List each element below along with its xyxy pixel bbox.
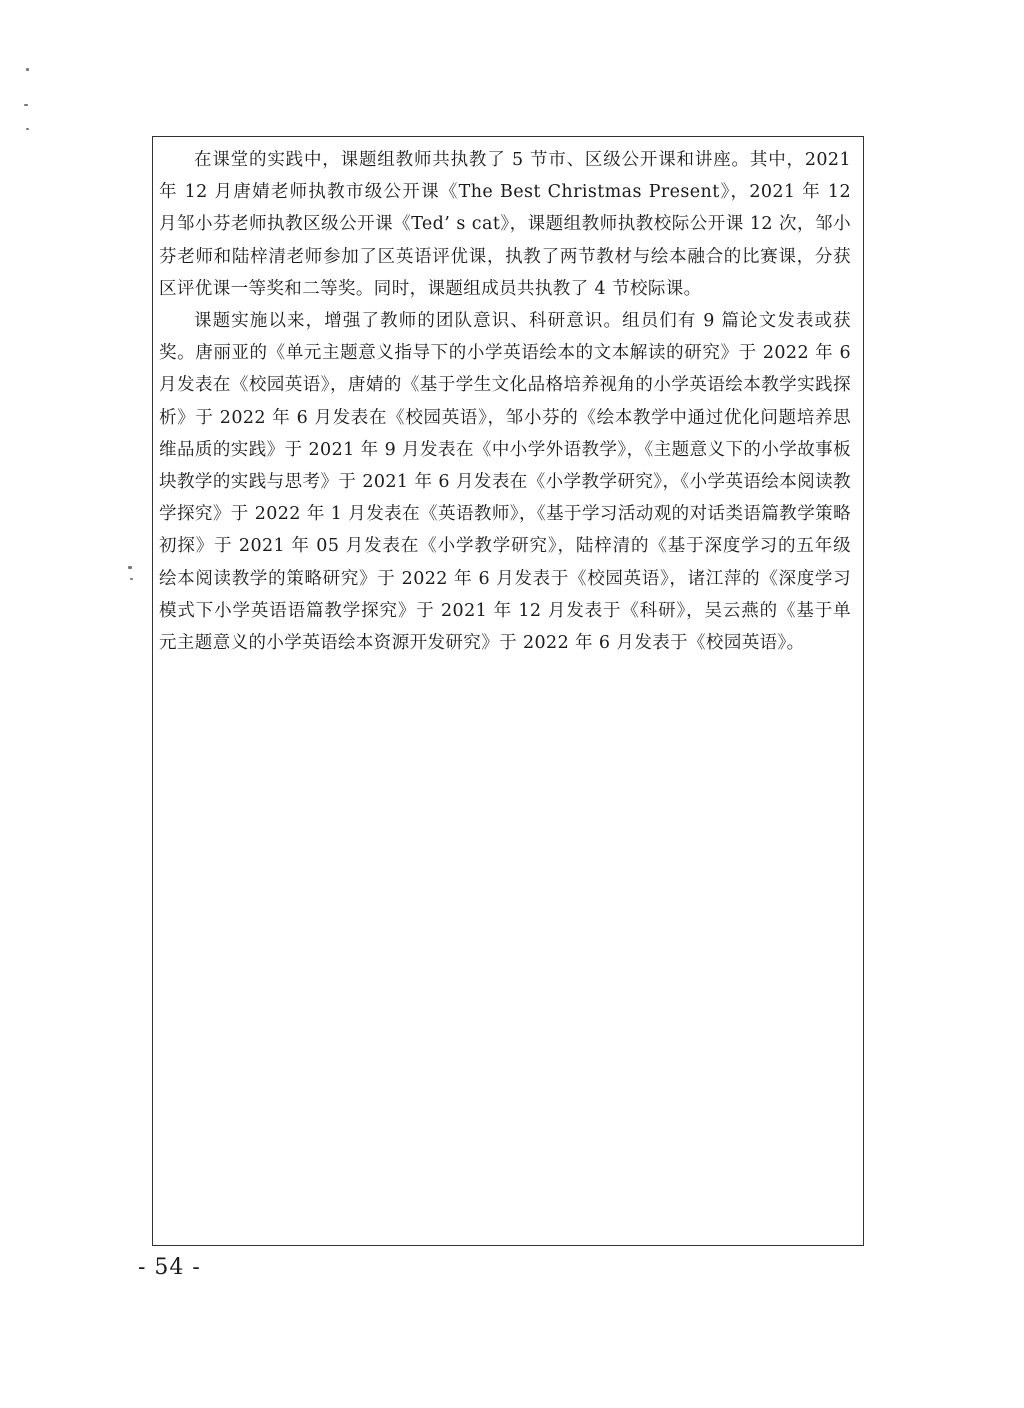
paragraph-publications: 课题实施以来，增强了教师的团队意识、科研意识。组员们有 9 篇论文发表或获奖。唐丽亚的《单元主题意义指导下的小学英语绘本的文本解读的研究》于 2022 年 6 月发表在《校园英语》，唐婧的《基于学生文化品格培养视角的小学英语绘本教学实践探析》于 2022 年 6 月发表在《校园英语》，邹小芬的《绘本教学中通过优化问题培养思维品质的实践》于 2021 年 9 月发表在《中小学外语教学》，《主题意义下的小学故事板块教学的实践与思考》于 2021 年 6 月发表在《小学教学研究》，《小学英语绘本阅读教学探究》于 2022 年 1 月发表在《英语教师》，《基于学习活动观的对话类语篇教学策略初探》于 2021 年 05 月发表在《小学教学研究》，陆梓清的《基于深度学习的五年级绘本阅读教学的策略研究》于 2022 年 6 月发表于《校园英语》，诸江萍的《深度学习模式下小学英语语篇教学探究》于 2021 年 12 月发表于《科研》，吴云燕的《基于单元主题意义的小学英语绘本资源开发研究》于 2022 年 6 月发表于《校园英语》。 bbox=[159, 311, 851, 654]
scan-speck bbox=[26, 68, 29, 71]
body-text bbox=[159, 144, 851, 659]
scan-speck bbox=[24, 104, 28, 106]
paragraph-public-lessons: 在课堂的实践中，课题组教师共执教了 5 节市、区级公开课和讲座。其中，2021 年 12 月唐婧老师执教市级公开课《The Best Christmas Present》，2021 年 12 月邹小芬老师执教区级公开课《Ted’ s cat》，课题组教师执教校际公开课 12 次，邹小芬老师和陆梓清老师参加了区英语评优课，执教了两节教材与绘本融合的比赛课，分获区评优课一等奖和二等奖。同时，课题组成员共执教了 4 节校际课。 bbox=[159, 150, 851, 299]
content-frame bbox=[152, 136, 864, 1246]
scan-speck bbox=[130, 578, 133, 580]
scan-speck bbox=[26, 128, 29, 130]
page-number: - 54 - bbox=[138, 1255, 201, 1280]
scan-speck bbox=[128, 566, 132, 569]
